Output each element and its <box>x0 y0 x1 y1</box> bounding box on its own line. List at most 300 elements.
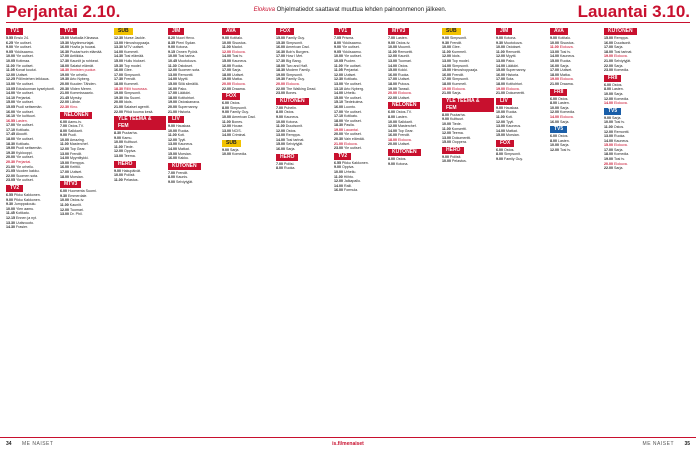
program-title: Kauniit. <box>398 54 410 59</box>
program-time: 22.00 <box>222 86 231 91</box>
program-title: Oppiva. <box>124 149 137 154</box>
program-time: 18.30 <box>334 123 343 128</box>
program-title: Ostos. <box>504 147 515 152</box>
program-time: 16.00 <box>334 188 343 193</box>
program-time: 19.00 <box>604 54 613 59</box>
program-title: Lauantai. <box>344 127 359 132</box>
program-title: Pelastus. <box>123 177 139 182</box>
program-title: Lasten. <box>16 118 28 123</box>
program-time: 6.00 <box>604 82 611 87</box>
program-time: 10.05 <box>334 58 343 63</box>
program-time: 9.00 <box>442 36 449 40</box>
program-time: 9.00 <box>334 165 341 170</box>
program-time: 14.00 <box>334 91 343 96</box>
program-time: 20.00 <box>222 81 231 86</box>
program-time: 18.00 <box>604 49 613 54</box>
program-time: 17.00 <box>222 68 231 73</box>
channel-header: AVA <box>222 28 240 35</box>
program-title: Ennen ja nyt. <box>16 215 37 220</box>
program-time: 8.30 <box>114 131 121 136</box>
program-time: 12.00 <box>604 129 613 134</box>
program-time: 13.30 <box>114 45 123 50</box>
program-time: 17.00 <box>114 72 123 77</box>
program-title: Remontti. <box>505 49 522 54</box>
program-time: 16.00 <box>168 86 177 91</box>
program-time: 14.30 <box>114 54 123 59</box>
program-time: 11.00 <box>60 203 69 207</box>
program-title: Family Guy. <box>230 110 249 115</box>
program-title: Pieni Sydan. <box>176 40 197 45</box>
program-time: 16.00 <box>550 63 559 68</box>
header-divider <box>6 22 690 23</box>
program-time: 16.30 <box>276 49 285 54</box>
program-time: 8.00 <box>388 114 395 119</box>
program-title: Teema. <box>123 154 136 159</box>
program-title: Arto Nyberg. <box>343 86 364 91</box>
schedule-column <box>496 26 548 434</box>
program-time: 14.00 <box>276 137 285 142</box>
program-title: Ruoka. <box>506 110 518 115</box>
program-title: Sota. <box>506 77 515 82</box>
program-time: 7.00 <box>276 105 283 110</box>
program-title: Huvila ja huussi. <box>70 45 97 50</box>
program-title: Ostos. <box>284 110 295 115</box>
channel-header: MTV3 <box>388 28 409 35</box>
program-title: Draama. <box>232 86 246 91</box>
program-title: Viiden Meren. <box>70 86 93 91</box>
program-title: Sarja. <box>560 119 570 124</box>
program-time: 13.05 <box>6 86 15 91</box>
program-time: 21.00 <box>442 91 451 96</box>
program-title: Myrsky. <box>70 95 83 100</box>
program-time: 7.00 <box>60 124 67 129</box>
program-time: 17.00 <box>388 77 397 82</box>
program-time: 17.00 <box>334 109 343 114</box>
program-title: Uutiset. <box>344 72 357 77</box>
program-time: 10.00 <box>60 137 69 142</box>
program-title: Myyntitykki. <box>70 156 89 161</box>
program-time: 9.05 <box>6 49 13 54</box>
program-time: 19.30 <box>6 150 15 155</box>
program-time: 21.00 <box>496 91 505 96</box>
program-title: Draama. <box>560 81 574 86</box>
program-time: 20.00 <box>114 100 123 105</box>
program-time: 6.00 <box>60 119 67 124</box>
program-time: 11.00 <box>6 63 15 68</box>
program-title: Supernanny. <box>506 68 527 73</box>
program-time: 17.00 <box>604 45 613 50</box>
program-title: Frendit. <box>70 151 83 156</box>
program-title: Pako. <box>178 86 188 91</box>
program-title: Vain elämää. <box>344 137 365 142</box>
program-time: 9.00 <box>550 36 557 40</box>
program-time: 11.00 <box>442 49 451 54</box>
program-time: 10.00 <box>496 110 505 115</box>
program-title: Poliisit. <box>450 154 462 159</box>
program-time: 11.05 <box>334 68 343 73</box>
program-title: Putous. <box>398 81 411 86</box>
program-title: Formula. <box>344 188 359 193</box>
program-title: Sarja. <box>232 68 242 73</box>
program-title: Lasten. <box>396 36 408 40</box>
program-title: Idols. <box>452 54 461 59</box>
program-title: Komedia. <box>560 110 576 115</box>
program-title: Elokuva. <box>398 91 412 96</box>
program-time: 23.00 <box>276 91 285 96</box>
program-title: Bones. <box>231 119 243 124</box>
program-title: Tosi tv. <box>559 147 571 152</box>
program-title: Yle uutiset. <box>13 45 32 50</box>
program-title: Kamu. <box>122 135 133 140</box>
program-title: Hakupäivät. <box>122 168 141 173</box>
program-listing <box>168 180 220 185</box>
program-title: Myytti. <box>506 54 517 59</box>
program-title: Yle uutiset. <box>343 81 362 86</box>
program-time: 18.30 <box>6 141 15 146</box>
program-time: 10.00 <box>6 54 15 59</box>
program-title: Tuomari. <box>397 58 412 63</box>
left-day-title: Perjantai 2.10. <box>6 2 121 21</box>
program-time: 19.00 <box>550 77 559 82</box>
program-title: Frasier. <box>16 225 28 230</box>
program-title: Teema. <box>451 131 464 136</box>
channel-header: SUB <box>442 28 461 35</box>
program-time: 8.00 <box>388 157 395 162</box>
program-time: 11.00 <box>276 124 285 129</box>
program-title: Yle uutiset. <box>15 137 34 142</box>
program-listing <box>114 154 166 159</box>
program-time: 11.00 <box>168 133 177 138</box>
channel-header: JIM <box>496 28 512 35</box>
program-title: Remontti. <box>614 129 630 134</box>
program-listing <box>168 110 220 115</box>
program-title: Duudsonit. <box>285 124 303 129</box>
program-listing <box>6 178 58 183</box>
program-title: Kyklooppi. <box>16 150 33 155</box>
program-time: 11.00 <box>442 126 451 131</box>
program-time: 15.00 <box>168 81 177 86</box>
schedule-column <box>60 26 112 434</box>
program-time: 12.00 <box>276 128 285 133</box>
program-title: Bob's Burgers. <box>286 49 310 54</box>
program-time: 18.00 <box>334 118 343 123</box>
program-listing <box>334 188 386 193</box>
program-title: Puutarhurin elämää. <box>70 49 103 54</box>
program-title: Elokuva. <box>344 141 358 146</box>
program-title: Amazing. <box>69 137 85 142</box>
program-title: Vuoden kakku. <box>16 169 40 174</box>
program-title: Morsian. <box>70 174 84 179</box>
program-title: Tosi tarinat. <box>285 137 305 142</box>
program-time: 20.00 <box>388 91 397 96</box>
program-listing <box>60 175 112 180</box>
program-title: Ostos-tv. <box>396 40 411 45</box>
program-title: Ostos. <box>396 157 407 162</box>
program-title: Perjantai. <box>16 95 32 100</box>
program-time: 9.00 <box>442 154 449 159</box>
channel-header: TV2 <box>334 153 351 160</box>
program-listing <box>222 87 274 92</box>
program-time: 12.00 <box>60 207 69 212</box>
program-title: Urheilu. <box>344 91 357 96</box>
program-title: Kauneus. <box>178 142 194 147</box>
program-title: Kotitalo. <box>230 36 243 40</box>
program-time: 18.00 <box>604 152 613 157</box>
channel-header: KUTONEN <box>168 163 201 170</box>
program-title: Himoshoppaaja. <box>452 68 478 73</box>
program-title: Lasten. <box>612 87 624 92</box>
program-time: 19.30 <box>276 77 285 82</box>
program-time: 11.00 <box>604 124 613 129</box>
program-time: 8.00 <box>276 110 283 115</box>
channel-header: HERO <box>276 154 298 161</box>
program-title: Ihmisten puolue. <box>70 68 97 73</box>
program-time: 12.00 <box>334 179 343 184</box>
program-time: 17.00 <box>550 68 559 73</box>
program-time: 15.30 <box>114 63 123 68</box>
program-time: 15.00 <box>276 36 285 40</box>
program-time: 8.00 <box>222 105 229 110</box>
program-time: 19.00 <box>334 127 343 132</box>
program-title: Yle uutiset. <box>343 132 362 137</box>
program-title: Elokuva. <box>398 137 412 142</box>
program-time: 10.00 <box>168 54 177 59</box>
program-title: Kotimaa. <box>16 58 31 63</box>
program-time: 12.30 <box>334 77 343 82</box>
program-time: 19.00 <box>6 146 15 151</box>
program-time: 14.00 <box>550 114 559 119</box>
program-title: Uutisvuoto. <box>16 220 34 225</box>
program-title: Puolen. <box>344 58 357 63</box>
program-title: MTV uutiset. <box>124 45 145 50</box>
program-time: 16.00 <box>550 119 559 124</box>
program-time: 18.00 <box>550 72 559 77</box>
program-time: 8.20 <box>168 36 175 40</box>
program-time: 18.00 <box>388 81 397 86</box>
program-time: 12.00 <box>550 110 559 115</box>
program-time: 9.00 <box>496 157 503 162</box>
channel-header: JIM <box>168 28 184 35</box>
program-time: 15.00 <box>6 100 15 105</box>
program-time: 14.00 <box>334 183 343 188</box>
program-time: 15.00 <box>60 160 69 165</box>
program-title: Ostos-TV. <box>396 110 412 115</box>
program-title: Kotitalo. <box>558 36 571 40</box>
program-time: 16.00 <box>334 104 343 109</box>
program-title: Puhelin. <box>284 105 297 110</box>
program-time: 10.00 <box>114 173 123 178</box>
program-title: Keittiö. <box>70 165 81 170</box>
program-time: 19.00 <box>604 157 613 162</box>
program-time: 13.00 <box>222 128 231 133</box>
channel-header: KUTONEN <box>276 98 309 105</box>
program-time: 14.00 <box>168 147 177 152</box>
program-title: Matka. <box>232 77 243 82</box>
channel-header: LIV <box>168 116 184 123</box>
program-time: 10.00 <box>442 159 451 164</box>
program-title: Luonto. <box>344 104 356 109</box>
program-time: 10.00 <box>604 91 613 96</box>
program-title: Simpsonit. <box>124 91 141 96</box>
channel-header: TV1 <box>60 28 77 35</box>
program-time: 10.00 <box>388 119 397 124</box>
program-time: 12.00 <box>442 54 451 59</box>
program-title: Madot. <box>231 45 243 50</box>
program-time: 14.00 <box>604 138 613 143</box>
program-time: 11.00 <box>334 63 343 68</box>
program-time: 16.00 <box>388 72 397 77</box>
program-time: 14.00 <box>388 63 397 68</box>
program-title: Kulttuuri. <box>124 140 139 145</box>
program-title: Elokuva. <box>614 54 628 59</box>
program-title: Yle uutiset. <box>15 109 34 114</box>
program-title: Koti. <box>505 114 513 119</box>
program-time: 12.00 <box>168 137 177 142</box>
program-time: 6.25 <box>6 40 13 45</box>
program-title: Sarja. <box>230 147 240 152</box>
program-title: Komedia. <box>614 152 630 157</box>
program-title: Kummeli. <box>452 81 467 86</box>
program-title: Sarja. <box>614 45 624 50</box>
program-time: 17.00 <box>168 91 177 96</box>
program-time: 9.05 <box>334 49 341 54</box>
program-time: 21.05 <box>6 169 15 174</box>
program-time: 22.00 <box>604 166 613 171</box>
program-time: 14.00 <box>6 91 15 96</box>
program-time: 15.00 <box>334 95 343 100</box>
program-title: Glee. <box>452 45 461 50</box>
program-title: Yle uutiset. <box>15 91 34 96</box>
program-title: Elokuva. <box>560 114 574 119</box>
program-title: Poliisi. <box>284 161 295 166</box>
program-title: Matkat. <box>506 128 518 133</box>
program-title: Family Guy. <box>504 157 523 162</box>
site-url[interactable]: is.fi/menaiset <box>332 441 364 447</box>
program-time: 18.30 <box>114 86 123 91</box>
program-title: Frendit. <box>398 133 411 138</box>
program-time: 13.00 <box>442 135 451 140</box>
program-title: Ensio 24. <box>14 36 29 40</box>
program-title: Emmerdale. <box>68 193 88 198</box>
program-title: Sarja. <box>560 143 570 148</box>
program-title: Lasten. <box>558 101 570 106</box>
program-time: 19.30 <box>60 77 69 82</box>
program-time: 11.05 <box>6 68 15 73</box>
program-time: 16.00 <box>276 45 285 50</box>
program-time: 17.00 <box>442 77 451 82</box>
schedule-column <box>442 26 494 434</box>
program-time: 17.00 <box>6 123 15 128</box>
program-time: 12.00 <box>388 124 397 129</box>
program-title: Sarja. <box>614 63 624 68</box>
program-title: Kotikatu. <box>16 127 30 132</box>
program-listing <box>388 142 440 147</box>
program-listing <box>388 96 440 101</box>
program-title: Ostos. <box>398 63 409 68</box>
program-title: Ostos. <box>558 134 569 139</box>
program-time: 11.00 <box>60 142 69 147</box>
program-title: Suomen sota. <box>178 68 201 73</box>
channel-header: TV1 <box>6 28 23 35</box>
program-time: 21.00 <box>60 91 69 96</box>
program-time: 19.00 <box>168 100 177 105</box>
program-title: Ylen aamu. <box>15 206 35 211</box>
program-time: 14.00 <box>114 49 123 54</box>
program-time: 12.00 <box>496 119 505 124</box>
schedule-column <box>550 26 602 434</box>
program-title: Kotikatu. <box>344 77 358 82</box>
program-title: Perjantai. <box>16 160 32 165</box>
program-title: Simpsonit. <box>124 72 141 77</box>
program-time: 10.00 <box>276 119 285 124</box>
program-time: 8.00 <box>60 128 67 133</box>
program-title: Yle kulttuuri. <box>15 114 36 119</box>
program-time: 16.10 <box>6 114 15 119</box>
program-title: Frendit. <box>452 72 465 77</box>
program-title: Lääkäri. <box>178 91 191 96</box>
program-title: Ostos. <box>230 101 241 106</box>
right-magazine-label: ME NAISET <box>642 441 674 447</box>
left-magazine-label: ME NAISET <box>22 441 54 447</box>
program-title: Uutiset. <box>70 170 83 175</box>
program-title: Myytinmurtajat. <box>70 40 95 45</box>
program-title: Ruoka. <box>232 63 244 68</box>
program-time: 9.00 <box>168 124 175 129</box>
program-title: Sarja. <box>612 115 622 120</box>
program-time: 13.00 <box>550 49 559 54</box>
program-title: Pöllimiehen leikkaus. <box>16 77 50 82</box>
program-title: Frendit. <box>124 77 137 82</box>
program-title: Himoshoppaaja. <box>124 40 150 45</box>
program-title: Morsian. <box>506 133 520 138</box>
program-time: 11.00 <box>496 114 505 119</box>
program-time: 18.30 <box>276 68 285 73</box>
program-title: Sarja. <box>452 91 462 96</box>
program-title: Selviytyjät. <box>614 58 632 63</box>
program-time: 20.00 <box>604 161 613 166</box>
program-time: 15.00 <box>60 36 69 40</box>
program-title: Rillit huurussa. <box>124 86 148 91</box>
program-time: 11.00 <box>496 49 505 54</box>
program-time: 16.00 <box>60 165 69 170</box>
program-time: 22.00 <box>6 173 15 178</box>
channel-header: TV5 <box>550 126 567 133</box>
program-time: 9.00 <box>222 110 229 115</box>
program-time: 16.00 <box>60 45 69 50</box>
program-time: 17.00 <box>496 77 505 82</box>
program-time: 13.00 <box>442 58 451 63</box>
program-title: Ykkösaamu. <box>341 40 362 45</box>
program-time: 6.00 <box>60 189 67 194</box>
program-title: Yle uutiset. <box>343 146 362 151</box>
program-title: Kauneus. <box>506 124 522 129</box>
program-title: Sarja. <box>560 105 570 110</box>
program-title: Top model. <box>451 58 470 63</box>
program-title: Ilta Suomi. <box>124 95 141 100</box>
program-time: 20.00 <box>168 104 177 109</box>
program-time: 18.30 <box>60 68 69 73</box>
program-time: 15.00 <box>442 68 451 73</box>
program-time: 8.00 <box>550 138 557 143</box>
program-title: Lasten. <box>396 114 408 119</box>
program-time: 15.10 <box>334 100 343 105</box>
program-title: Elokuva. <box>559 45 574 50</box>
program-time: 15.05 <box>6 104 15 109</box>
program-title: House. <box>232 124 244 129</box>
program-time: 19.00 <box>276 72 285 77</box>
program-title: Tanssii. <box>397 86 410 91</box>
program-title: Top Gear. <box>397 128 414 133</box>
